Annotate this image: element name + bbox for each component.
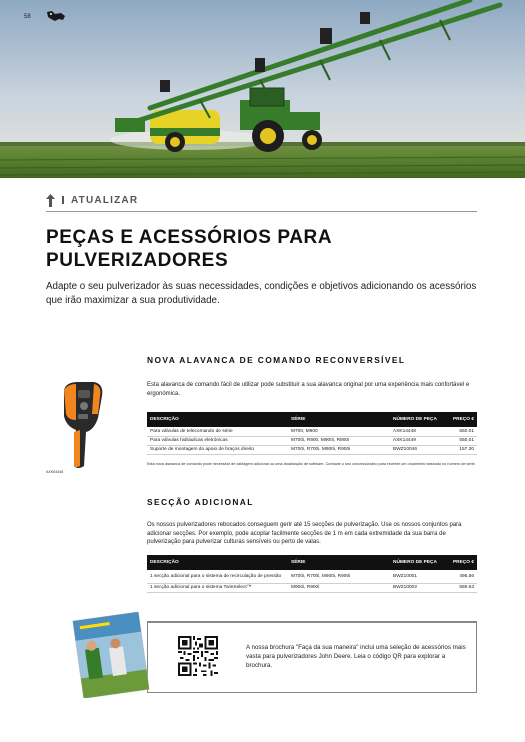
row-series: M700i, R700i, M900i, R900i: [288, 445, 390, 454]
row-part-number: BWZ10002: [390, 583, 447, 592]
page-number: 58: [24, 14, 31, 20]
lever-section-title: NOVA ALAVANCA DE COMANDO RECONVERSÍVEL: [147, 355, 406, 365]
page-title: [46, 226, 477, 272]
row-description: Para válvulas de telecomando de série: [147, 427, 288, 436]
additional-section-title: SECÇÃO ADICIONAL: [147, 497, 254, 507]
row-part-number: BWZ10046: [390, 445, 447, 454]
col-part-number: NÚMERO DE PEÇA: [390, 555, 447, 570]
intro-paragraph: Adapte o seu pulverizador às suas necessidades, condições e objetivos adicionando os acessórios que irão maximizar a sua produtividade.: [46, 281, 477, 306]
row-series: M900i, R900i: [288, 583, 390, 592]
row-series: M700i, R900, M900i, R900i: [288, 436, 390, 445]
row-series: M700, M900: [288, 427, 390, 436]
row-series: M700i, R700i, M900i, R900i: [288, 570, 390, 583]
table-row: [147, 436, 477, 445]
row-price: 550.01: [447, 427, 477, 436]
lever-parts-table: [147, 412, 477, 455]
joystick-image-caption: AXK64448: [46, 470, 64, 474]
heading-separator: [62, 196, 64, 204]
row-description: Para válvulas hidráulicas eletrónicas: [147, 436, 288, 445]
table-row: [147, 445, 477, 454]
brochure-promo-text: A nossa brochura "Faça da sua maneira" inclui uma seleção de acessórios mais vasta para pulverizadores John Deere. Leia o código QR para explorar a brochura.: [246, 644, 466, 669]
additional-description: Os nossos pulverizadores rebocados conseguem gerir até 15 secções de pulverização. Use os nossos conjuntos para adicionar secções. Por exemplo, pode acoplar facilmente secções de 1 m em cada extremidade da sua barra de pulverização para pulverizar culturas sensíveis ou perto de valas.: [147, 522, 462, 546]
cow-logo-icon: [46, 10, 66, 22]
page-title-line2: PULVERIZADORES: [46, 250, 229, 271]
table-header-row: [147, 555, 477, 570]
row-price: 157.30: [447, 445, 477, 454]
hero-sprayer-photo: [0, 0, 525, 178]
table-row: [147, 583, 477, 592]
lever-description: Esta alavanca de comando fácil de utilizar pode substituir a sua alavanca original por uma experiência mais confortável e ergonómica.: [147, 382, 470, 397]
col-series: SÉRIE: [288, 412, 390, 427]
col-price: PREÇO €: [447, 412, 477, 427]
row-description: 1 secção adicional para o sistema de recirculação de pressão: [147, 570, 288, 583]
row-part-number: AXK14448: [390, 427, 447, 436]
col-description: DESCRIÇÃO: [147, 555, 288, 570]
row-description: 1 secção adicional para o sistema TwinSelect™: [147, 583, 288, 592]
lever-note: Esta nova alavanca de comando pode necessitar de cablagem adicional ou uma atualização de software. Contacte o seu concessionário para receber um orçamento baseado no número de série.: [147, 462, 476, 466]
joystick-lever-image: [58, 380, 108, 470]
col-price: PREÇO €: [447, 555, 477, 570]
table-header-row: [147, 412, 477, 427]
row-price: 586.63: [447, 583, 477, 592]
section-label: ATUALIZAR: [71, 195, 139, 206]
page-title-line1: PEÇAS E ACESSÓRIOS PARA: [46, 227, 333, 248]
row-price: 550.01: [447, 436, 477, 445]
arrow-up-icon: [46, 194, 55, 207]
row-part-number: BWZ10001: [390, 570, 447, 583]
brochure-cover-image: [72, 612, 152, 698]
table-row: [147, 427, 477, 436]
row-price: 495.56: [447, 570, 477, 583]
col-series: SÉRIE: [288, 555, 390, 570]
additional-parts-table: [147, 555, 477, 593]
section-heading: [46, 192, 477, 212]
row-part-number: AXK14449: [390, 436, 447, 445]
table-row: [147, 570, 477, 583]
col-part-number: NÚMERO DE PEÇA: [390, 412, 447, 427]
col-description: DESCRIÇÃO: [147, 412, 288, 427]
row-description: Suporte de montagem do apoio de braços direito: [147, 445, 288, 454]
qr-code-icon[interactable]: [178, 636, 218, 676]
